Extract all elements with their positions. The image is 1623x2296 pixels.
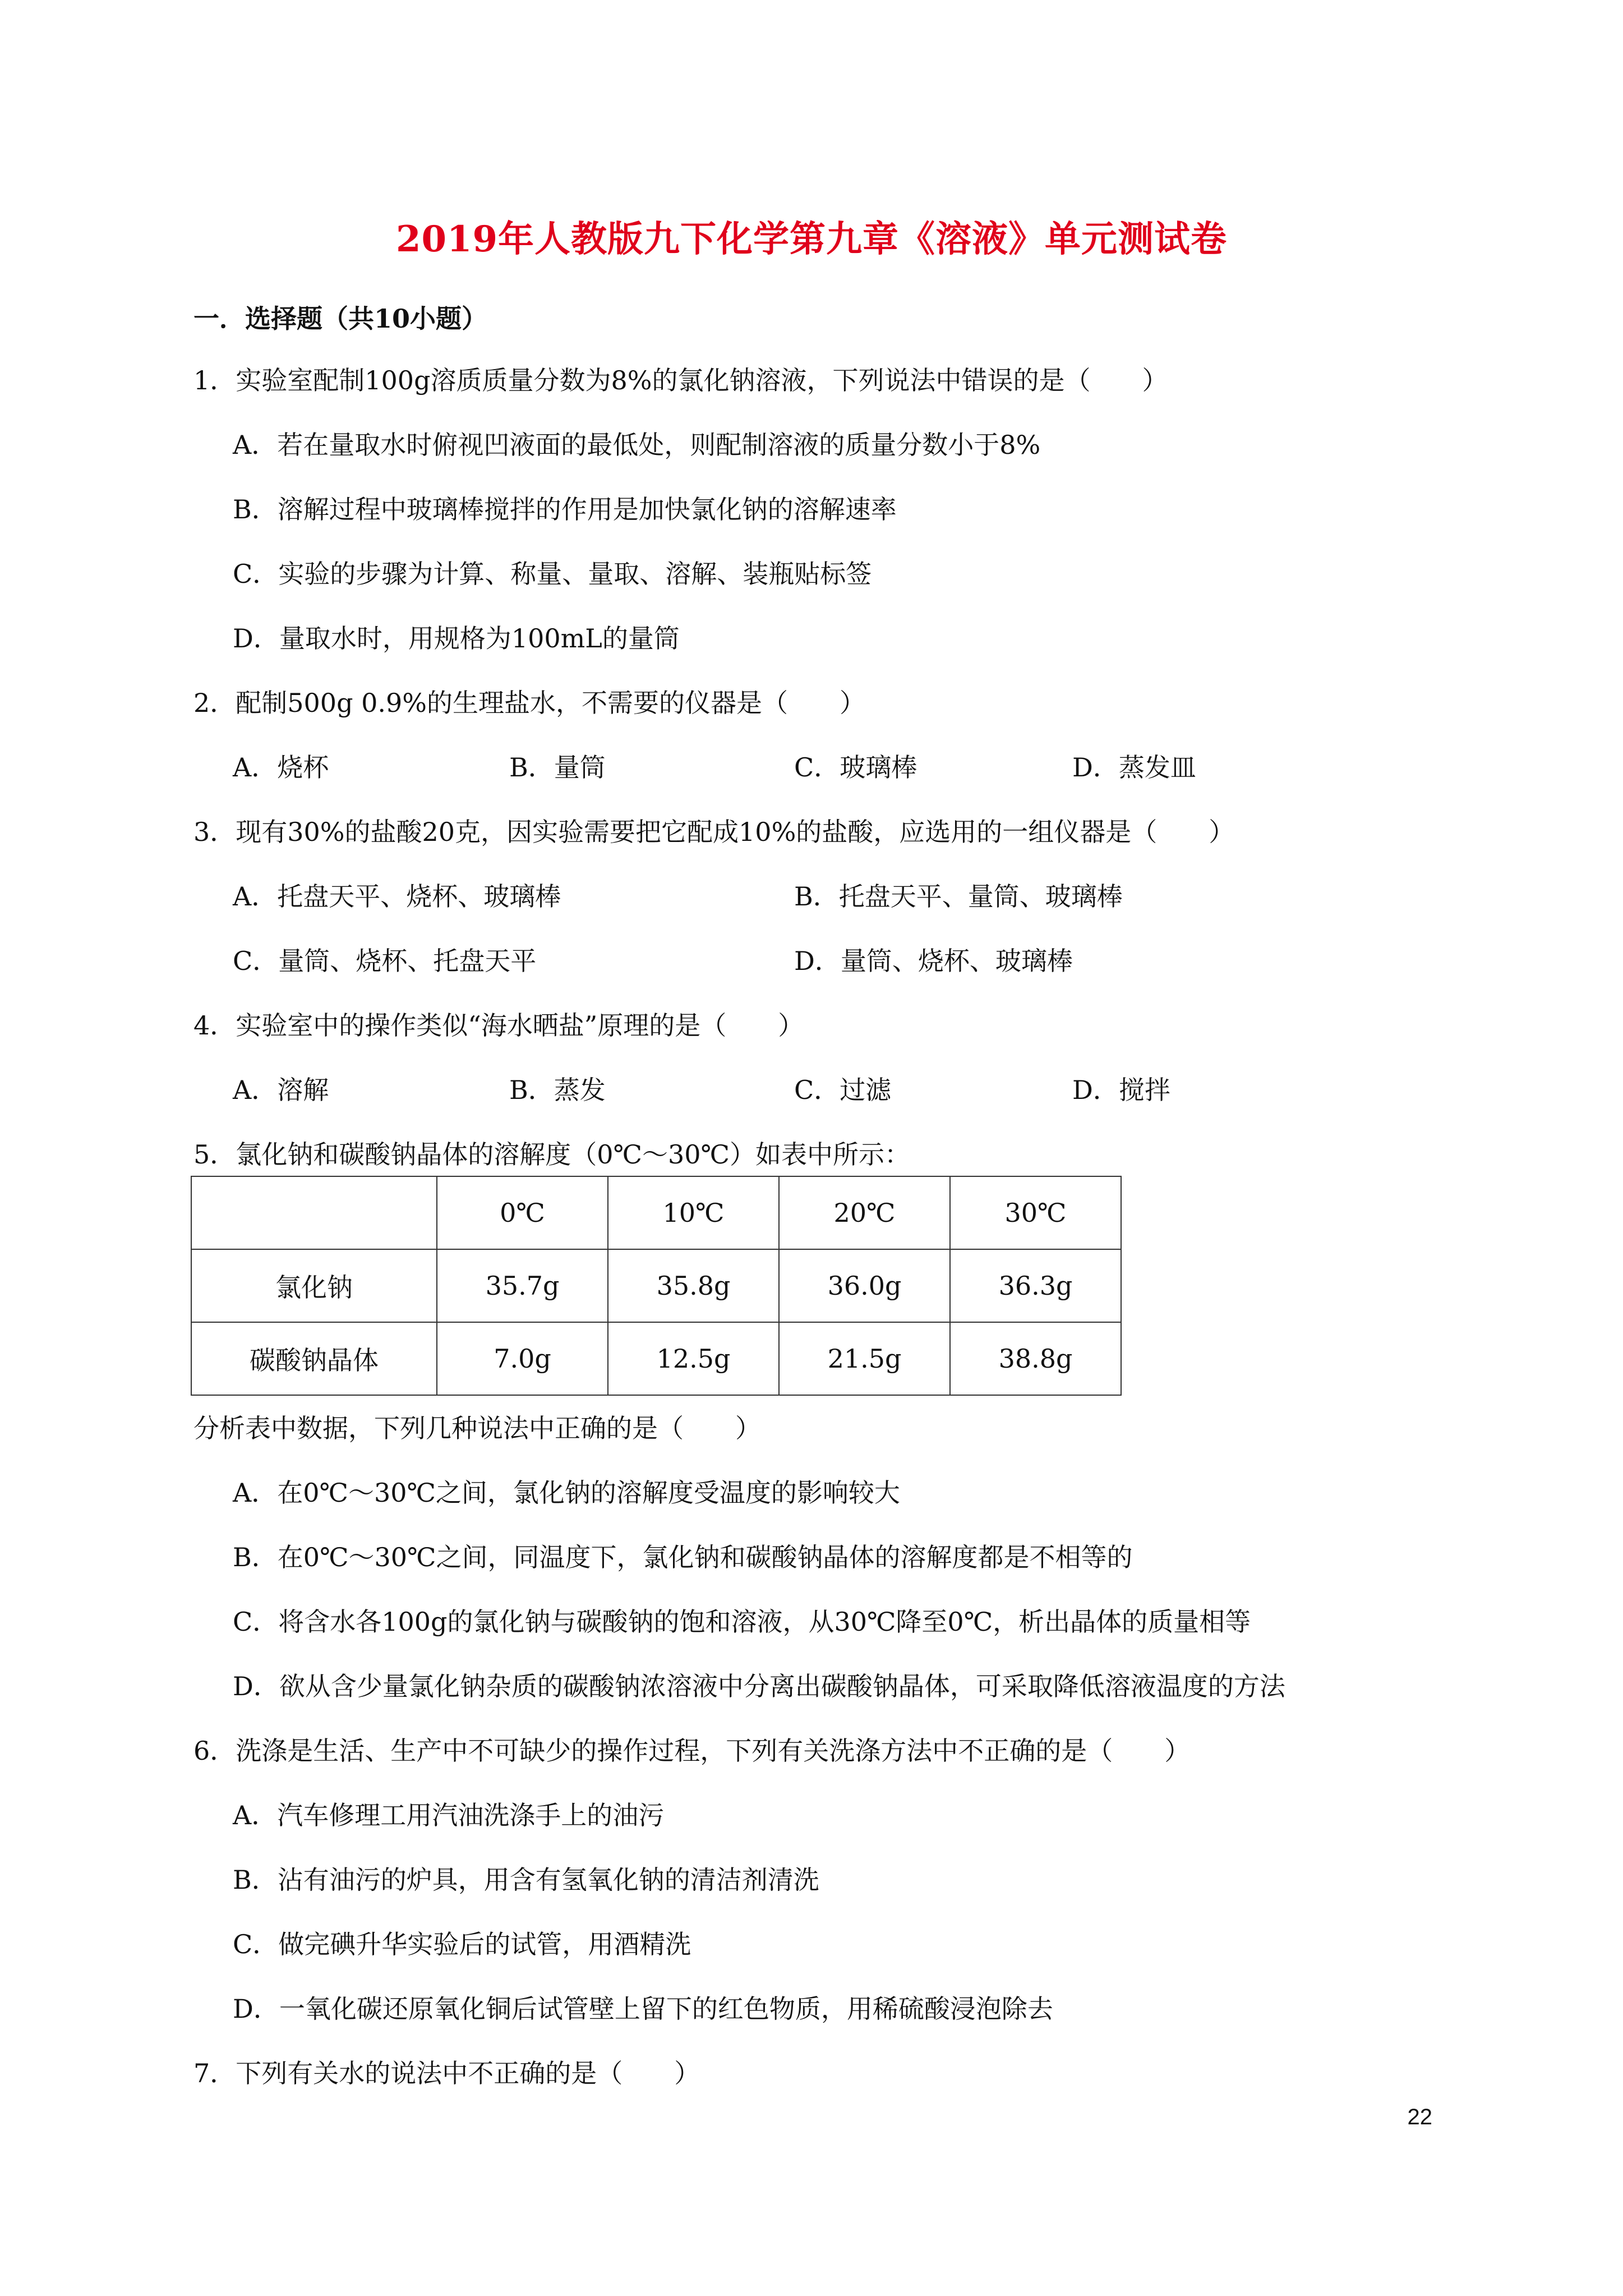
table-cell: 38.8g	[950, 1322, 1121, 1395]
question-4-option-c: C．过滤	[794, 1075, 892, 1105]
question-4-option-b: B．蒸发	[509, 1075, 606, 1105]
page-title: 2019年人教版九下化学第九章《溶液》单元测试卷	[395, 218, 1228, 260]
question-2-option-a: A．烧杯	[233, 752, 329, 783]
question-4-option-d: D．搅拌	[1072, 1075, 1170, 1105]
table-cell: 36.3g	[950, 1249, 1121, 1322]
table-row	[191, 1322, 1121, 1395]
table-header-cell: 30℃	[950, 1176, 1121, 1249]
question-1-option-b: B．溶解过程中玻璃棒搅拌的作用是加快氯化钠的溶解速率	[233, 494, 897, 524]
question-2-option-b: B．量筒	[509, 752, 606, 783]
question-6-option-b: B．沾有油污的炉具，用含有氢氧化钠的清洁剂清洗	[233, 1865, 819, 1895]
question-1-option-a: A．若在量取水时俯视凹液面的最低处，则配制溶液的质量分数小于8%	[233, 430, 1041, 460]
table-cell: 35.8g	[608, 1249, 779, 1322]
question-3-option-d: D．量筒、烧杯、玻璃棒	[794, 946, 1073, 976]
question-5-option-d: D．欲从含少量氯化钠杂质的碳酸钠浓溶液中分离出碳酸钠晶体，可采取降低溶液温度的方法	[233, 1671, 1285, 1701]
question-5-option-b: B．在0℃～30℃之间，同温度下，氯化钠和碳酸钠晶体的溶解度都是不相等的	[233, 1542, 1133, 1572]
question-5-option-c: C．将含水各100g的氯化钠与碳酸钠的饱和溶液，从30℃降至0℃，析出晶体的质量相等	[233, 1607, 1251, 1637]
table-cell: 氯化钠	[191, 1249, 437, 1322]
table-header-cell: 20℃	[779, 1176, 950, 1249]
page-number: 22	[1407, 2105, 1432, 2129]
question-5-stem: 5．氯化钠和碳酸钠晶体的溶解度（0℃～30℃）如表中所示：	[193, 1139, 910, 1170]
question-1-option-c: C．实验的步骤为计算、称量、量取、溶解、装瓶贴标签	[233, 559, 872, 589]
question-6-option-c: C．做完碘升华实验后的试管，用酒精洗	[233, 1929, 691, 1959]
question-5-prompt: 分析表中数据，下列几种说法中正确的是（ ）	[193, 1413, 761, 1443]
question-1-option-d: D．量取水时，用规格为100mL的量筒	[233, 623, 680, 654]
question-4-stem: 4．实验室中的操作类似“海水晒盐”原理的是（ ）	[193, 1010, 804, 1041]
question-6-option-a: A．汽车修理工用汽油洗涤手上的油污	[233, 1800, 665, 1830]
table-header-cell	[191, 1176, 437, 1249]
question-3-option-a: A．托盘天平、烧杯、玻璃棒	[233, 881, 561, 912]
solubility-table	[191, 1176, 1122, 1396]
table-cell: 碳酸钠晶体	[191, 1322, 437, 1395]
section-heading: 一．选择题（共10小题）	[193, 303, 488, 334]
question-6-option-d: D．一氧化碳还原氧化铜后试管壁上留下的红色物质，用稀硫酸浸泡除去	[233, 1994, 1053, 2024]
question-2-stem: 2．配制500g 0.9%的生理盐水，不需要的仪器是（ ）	[193, 688, 865, 718]
question-5-option-a: A．在0℃～30℃之间，氯化钠的溶解度受温度的影响较大	[233, 1478, 900, 1508]
question-1-stem: 1．实验室配制100g溶质质量分数为8%的氯化钠溶液，下列说法中错误的是（ ）	[193, 365, 1168, 395]
table-header-cell: 0℃	[437, 1176, 608, 1249]
table-header-cell: 10℃	[608, 1176, 779, 1249]
table-cell: 12.5g	[608, 1322, 779, 1395]
question-6-stem: 6．洗涤是生活、生产中不可缺少的操作过程，下列有关洗涤方法中不正确的是（ ）	[193, 1736, 1191, 1766]
table-cell: 35.7g	[437, 1249, 608, 1322]
table-cell: 7.0g	[437, 1322, 608, 1395]
table-cell: 36.0g	[779, 1249, 950, 1322]
table-header-row	[191, 1176, 1121, 1249]
question-7-stem: 7．下列有关水的说法中不正确的是（ ）	[193, 2058, 700, 2088]
question-3-option-b: B．托盘天平、量筒、玻璃棒	[794, 881, 1123, 912]
question-3-stem: 3．现有30%的盐酸20克，因实验需要把它配成10%的盐酸，应选用的一组仪器是（ ）	[193, 817, 1235, 847]
question-2-option-c: C．玻璃棒	[794, 752, 917, 783]
question-2-option-d: D．蒸发皿	[1072, 752, 1196, 783]
question-4-option-a: A．溶解	[233, 1075, 329, 1105]
question-3-option-c: C．量筒、烧杯、托盘天平	[233, 946, 537, 976]
table-cell: 21.5g	[779, 1322, 950, 1395]
table-row	[191, 1249, 1121, 1322]
